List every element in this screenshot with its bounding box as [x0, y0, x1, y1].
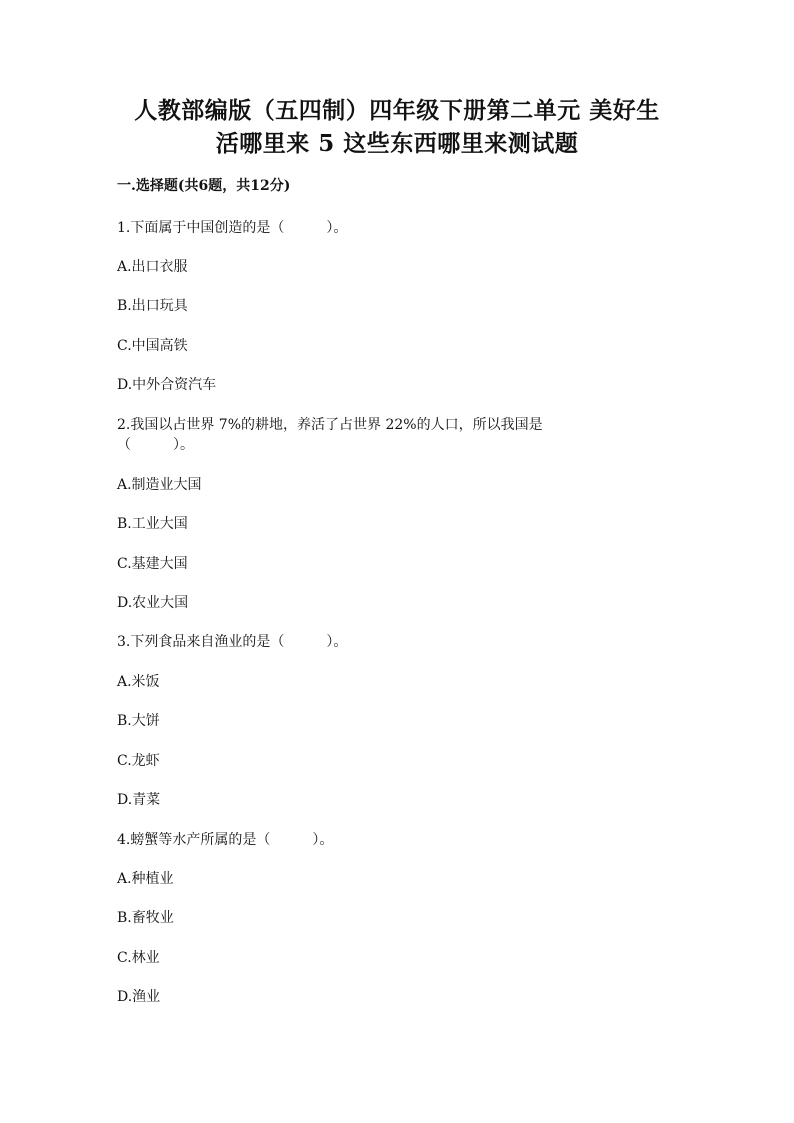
- question-3-stem: 3.下列食品来自渔业的是（ ）。: [117, 634, 348, 650]
- question-4-option-a: A.种植业: [117, 871, 174, 887]
- question-4-option-b: B.畜牧业: [117, 910, 174, 926]
- question-4-option-c: C.林业: [117, 950, 160, 966]
- question-1-option-d: D.中外合资汽车: [117, 377, 217, 393]
- document-title-line-1: 人教部编版（五四制）四年级下册第二单元 美好生: [134, 97, 660, 124]
- question-1-option-b: B.出口玩具: [117, 298, 188, 314]
- question-2-stem-continued: （ ）。: [117, 437, 194, 453]
- section-heading: 一.选择题(共6题，共12分): [117, 178, 291, 194]
- question-3-option-a: A.米饭: [117, 674, 160, 690]
- question-1-stem: 1.下面属于中国创造的是（ ）。: [117, 220, 348, 236]
- question-3-option-d: D.青菜: [117, 792, 161, 808]
- question-2-option-d: D.农业大国: [117, 595, 189, 611]
- question-1-option-a: A.出口衣服: [117, 259, 188, 275]
- document-title-line-2: 活哪里来 5 这些东西哪里来测试题: [215, 130, 579, 157]
- question-4-stem: 4.螃蟹等水产所属的是（ ）。: [117, 832, 334, 848]
- question-1-option-c: C.中国高铁: [117, 338, 188, 354]
- question-2-option-b: B.工业大国: [117, 516, 188, 532]
- question-2-option-c: C.基建大国: [117, 556, 188, 572]
- question-3-option-c: C.龙虾: [117, 753, 160, 769]
- question-3-option-b: B.大饼: [117, 713, 160, 729]
- question-2-option-a: A.制造业大国: [117, 477, 202, 493]
- question-4-option-d: D.渔业: [117, 989, 161, 1005]
- question-2-stem: 2.我国以占世界 7%的耕地，养活了占世界 22%的人口，所以我国是: [117, 417, 543, 433]
